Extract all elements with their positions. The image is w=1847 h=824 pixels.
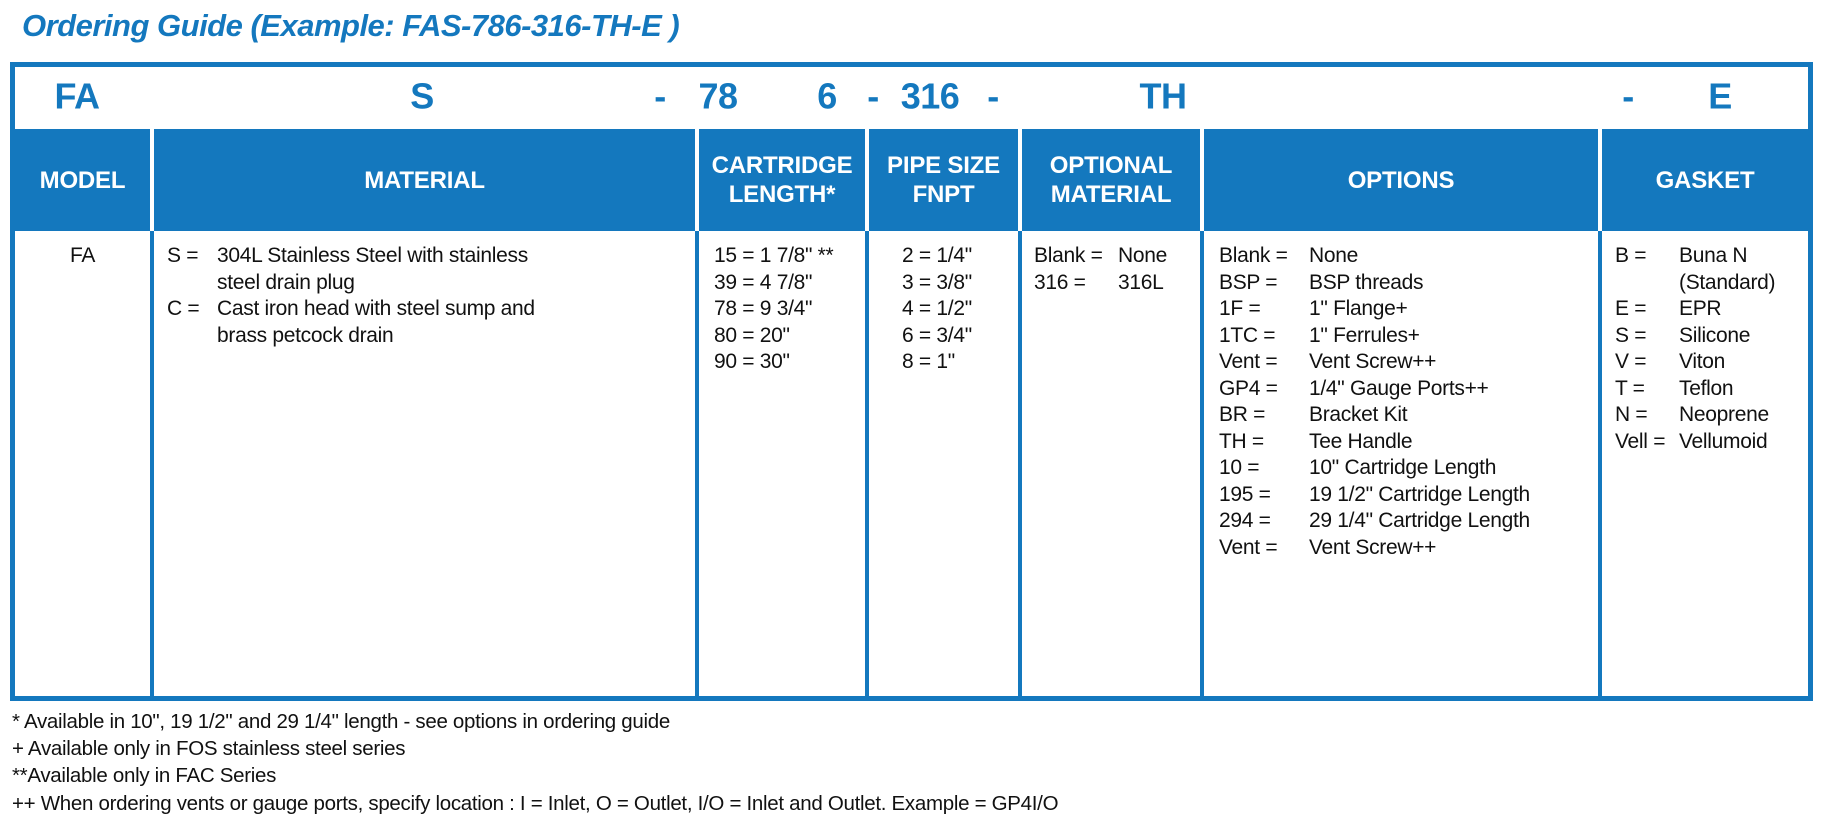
code-entry	[1615, 402, 1808, 429]
example-code-token: E	[1708, 75, 1732, 117]
code-entry	[15, 243, 150, 270]
entry-value: 19 1/2" Cartridge Length	[1309, 482, 1530, 506]
entry-value: Vent Screw++	[1309, 350, 1437, 373]
entry-value: 1" Ferrules+	[1309, 323, 1420, 347]
body-cell-gasket	[1598, 231, 1808, 696]
entry-code: Blank =	[1219, 244, 1288, 267]
header-label: GASKET	[1655, 166, 1755, 194]
code-entry	[1219, 482, 1598, 509]
code-entry	[1615, 376, 1808, 403]
header-cell-material	[150, 129, 695, 231]
body-cell-material	[150, 231, 695, 696]
entry-value: 316L	[1118, 270, 1164, 294]
body-cell-cartridge-length	[695, 231, 865, 696]
entry-value: 3 = 3/8"	[902, 270, 972, 294]
header-label: MODEL	[39, 166, 126, 194]
code-entry	[902, 349, 1018, 376]
entry-code: TH =	[1219, 429, 1264, 453]
entry-value: Tee Handle	[1309, 429, 1413, 453]
entry-value: 78 = 9 3/4"	[714, 297, 813, 320]
header-cell-model	[15, 129, 150, 231]
header-cell-gasket	[1598, 129, 1808, 231]
code-entry	[714, 296, 865, 323]
ordering-guide-table	[10, 62, 1813, 701]
code-entry	[714, 270, 865, 297]
entry-value: 90 = 30"	[714, 350, 790, 373]
entry-code: B =	[1615, 244, 1647, 267]
code-entry	[714, 243, 865, 270]
header-label: PIPE SIZE	[887, 152, 1000, 179]
code-entry	[1219, 402, 1598, 429]
header-label: OPTIONAL	[1049, 152, 1173, 179]
example-code-token: -	[654, 75, 666, 117]
code-entry	[902, 296, 1018, 323]
header-label: CARTRIDGE	[711, 152, 853, 179]
code-entry	[1615, 429, 1808, 456]
header-cell-cartridge-length	[695, 129, 865, 231]
entry-code: Vent =	[1219, 350, 1278, 373]
code-entry	[167, 243, 695, 296]
entry-value: 8 = 1"	[902, 350, 955, 373]
entry-value: 1" Flange+	[1309, 297, 1408, 320]
entry-value: Bracket Kit	[1309, 403, 1408, 426]
entry-value: Silicone	[1679, 323, 1751, 347]
entry-value: 304L Stainless Steel with stainless steel drain plug	[217, 244, 528, 294]
code-entry	[1219, 429, 1598, 456]
entry-code: 10 =	[1219, 456, 1260, 479]
entry-value: BSP threads	[1309, 270, 1424, 294]
entry-value: 15 = 1 7/8" **	[714, 244, 834, 267]
code-entry	[1219, 243, 1598, 270]
example-code-token: S	[410, 75, 434, 117]
entry-code: BSP =	[1219, 270, 1278, 294]
example-code-token: 316	[900, 75, 960, 117]
body-cell-optional-material	[1018, 231, 1200, 696]
body-cell-model	[15, 231, 150, 696]
example-code-token: FA	[54, 75, 100, 117]
example-code-token: 6	[817, 75, 837, 117]
example-code-row	[15, 67, 1808, 129]
entry-value: 1/4" Gauge Ports++	[1309, 376, 1489, 400]
entry-code: Vent =	[1219, 535, 1278, 559]
example-code-token: -	[987, 75, 999, 117]
entry-code: GP4 =	[1219, 376, 1278, 400]
code-entry	[902, 323, 1018, 350]
code-entry	[1034, 243, 1200, 270]
entry-value: 6 = 3/4"	[902, 323, 972, 347]
entry-code: C =	[167, 297, 200, 320]
code-entry	[1034, 270, 1200, 297]
table-body-row	[15, 231, 1808, 696]
code-entry	[902, 270, 1018, 297]
entry-code: S =	[1615, 323, 1647, 347]
entry-code: T =	[1615, 376, 1645, 400]
entry-code: 1F =	[1219, 297, 1261, 320]
entry-value: Vellumoid	[1679, 429, 1768, 453]
header-label: MATERIAL	[364, 166, 485, 194]
code-entry	[1219, 535, 1598, 562]
entry-value: 2 = 1/4"	[902, 244, 972, 267]
entry-code: 294 =	[1219, 509, 1271, 532]
header-label: OPTIONS	[1347, 166, 1455, 194]
code-entry	[902, 243, 1018, 270]
entry-value: 4 = 1/2"	[902, 297, 972, 320]
code-entry	[1615, 243, 1808, 296]
entry-code: Vell =	[1615, 429, 1666, 453]
entry-value: None	[1118, 244, 1168, 267]
entry-code: N =	[1615, 403, 1648, 426]
code-entry	[1219, 376, 1598, 403]
footnote-line: ++ When ordering vents or gauge ports, specify location : I = Inlet, O = Outlet, I/O = Inlet and Outlet. Example = GP4I/O	[12, 791, 1059, 815]
entry-code: E =	[1615, 297, 1647, 320]
example-code-token: -	[1622, 75, 1634, 117]
header-cell-options	[1200, 129, 1598, 231]
entry-code: V =	[1615, 350, 1647, 373]
body-cell-options	[1200, 231, 1598, 696]
entry-value: Buna N (Standard)	[1679, 244, 1776, 294]
body-cell-pipe-size	[865, 231, 1018, 696]
footnote-line: * Available in 10", 19 1/2" and 29 1/4" length - see options in ordering guide	[12, 710, 670, 733]
example-code-token: -	[867, 75, 879, 117]
entry-code: BR =	[1219, 403, 1266, 426]
entry-code: 195 =	[1219, 482, 1271, 506]
code-entry	[1615, 349, 1808, 376]
entry-value: None	[1309, 244, 1359, 267]
footnotes	[12, 708, 1058, 817]
footnote-line: + Available only in FOS stainless steel series	[12, 737, 406, 761]
code-entry	[1219, 323, 1598, 350]
code-entry	[1219, 455, 1598, 482]
example-code-token: TH	[1139, 75, 1187, 117]
example-code-token: 78	[698, 75, 738, 117]
code-entry	[1219, 270, 1598, 297]
entry-value: 10" Cartridge Length	[1309, 456, 1497, 479]
header-label: FNPT	[912, 181, 975, 208]
entry-value: FA	[69, 244, 96, 267]
header-cell-optional-material	[1018, 129, 1200, 231]
entry-value: Vent Screw++	[1309, 535, 1437, 559]
entry-value: Viton	[1679, 350, 1725, 373]
entry-value: Neoprene	[1679, 403, 1769, 426]
footnote-line: **Available only in FAC Series	[12, 764, 277, 788]
entry-value: Cast iron head with steel sump and brass petcock drain	[217, 297, 535, 347]
entry-value: Teflon	[1679, 376, 1734, 400]
entry-code: Blank =	[1034, 244, 1103, 267]
entry-value: 29 1/4" Cartridge Length	[1309, 509, 1530, 532]
page-title: Ordering Guide (Example: FAS-786-316-TH-E )	[22, 8, 680, 43]
header-label: MATERIAL	[1050, 181, 1172, 208]
entry-value: EPR	[1679, 297, 1722, 320]
header-label: LENGTH*	[728, 181, 836, 208]
entry-value: 39 = 4 7/8"	[714, 270, 813, 294]
code-entry	[1219, 508, 1598, 535]
code-entry	[1219, 349, 1598, 376]
header-cell-pipe-size	[865, 129, 1018, 231]
code-entry	[714, 323, 865, 350]
entry-code: S =	[167, 244, 199, 267]
code-entry	[167, 296, 695, 349]
code-entry	[1615, 323, 1808, 350]
code-entry	[714, 349, 865, 376]
entry-value: 80 = 20"	[714, 323, 790, 347]
code-entry	[1219, 296, 1598, 323]
entry-code: 1TC =	[1219, 323, 1276, 347]
entry-code: 316 =	[1034, 270, 1086, 294]
code-entry	[1615, 296, 1808, 323]
table-header-row	[15, 129, 1808, 231]
